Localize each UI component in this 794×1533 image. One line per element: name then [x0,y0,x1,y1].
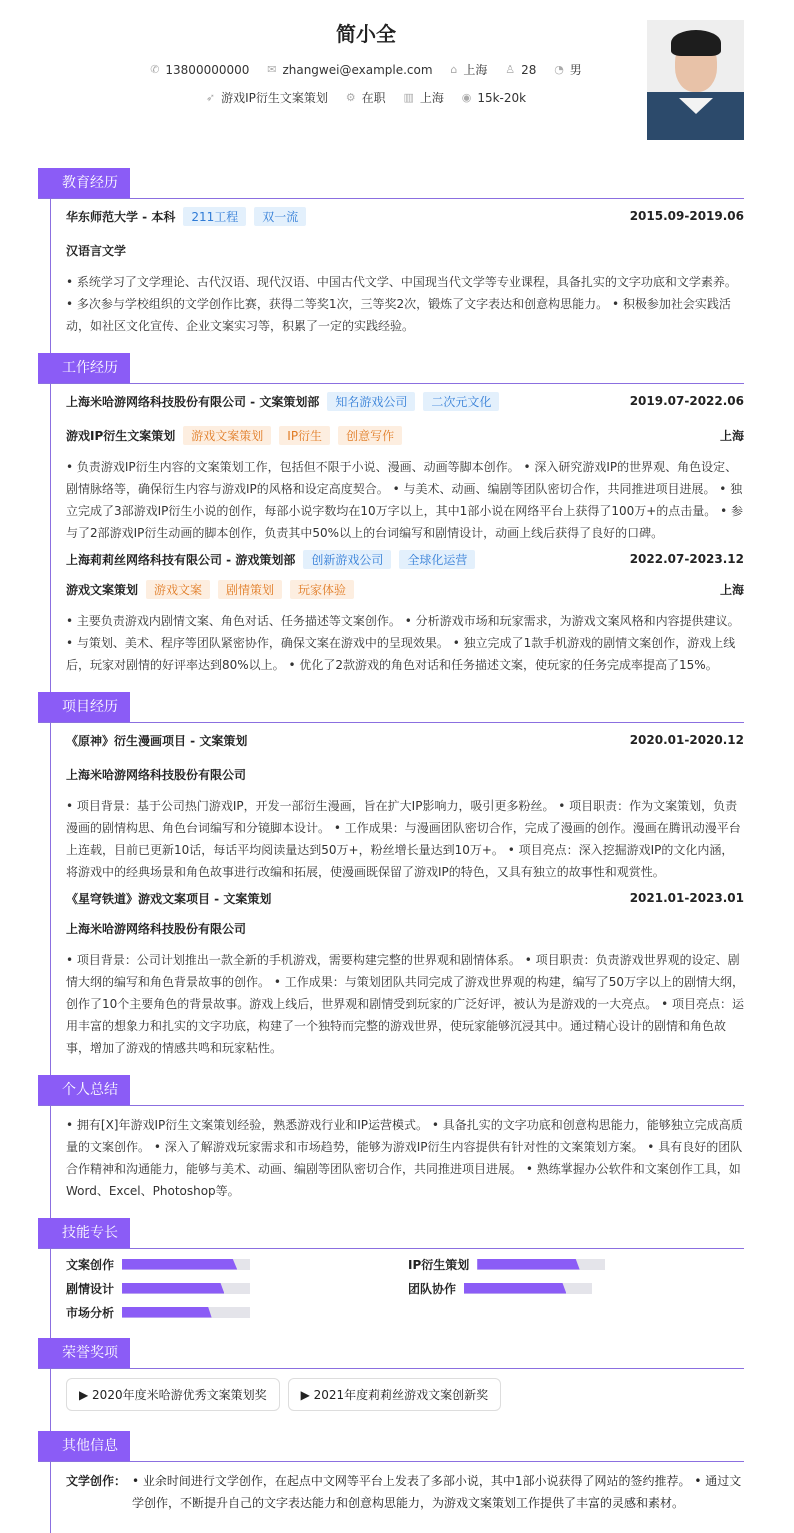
skill-item [408,1282,750,1294]
school: 华东师范大学 - 本科 [66,209,176,224]
skill-bar [122,1259,250,1270]
project-company: 上海米哈游网络科技股份有限公司 [66,767,247,782]
city: 上海 [719,582,744,597]
send-icon: ➶ [205,91,216,104]
tag: 双一流 [254,207,306,226]
section-title: 荣誉奖项 [38,1338,130,1368]
skill-bar-fill [122,1307,212,1318]
tag: 游戏文案 [146,580,210,599]
avatar-photo [647,20,744,140]
skills-section [38,1218,744,1318]
skill-bar [464,1283,592,1294]
skill-item [66,1258,408,1270]
skill-name: IP衍生策划 [408,1257,470,1272]
resume-header [0,0,794,150]
tag: 玩家体验 [290,580,354,599]
section-title: 个人总结 [38,1075,130,1105]
tag: 二次元文化 [423,392,499,411]
award-item [288,1378,502,1411]
skill-item [408,1258,750,1270]
other-section [38,1431,744,1514]
other-label: 文学创作： [66,1474,127,1488]
date: 2021.01-2023.01 [629,891,744,905]
tag: 211工程 [183,207,246,226]
date: 2019.07-2022.06 [629,394,744,408]
skill-bar [122,1307,250,1318]
building-icon: ▥ [403,91,414,104]
age: 28 [521,62,537,77]
description: • 业余时间进行文学创作，在起点中文网等平台上发表了多部小说，其中1部小说获得了网站的签约推荐。 • 通过文学创作，不断提升自己的文字表达能力和创意构思能力，为游戏文案策划工作提供了丰富的灵感和素材。 [132,1474,742,1510]
date: 2022.07-2023.12 [629,552,744,566]
triangle-icon: ▶ [79,1388,93,1402]
skill-bar-fill [122,1259,237,1270]
awards-section [38,1338,744,1411]
skill-name: 剧情设计 [66,1281,115,1296]
skill-bar-fill [122,1283,224,1294]
section-title: 项目经历 [38,692,130,722]
description: • 系统学习了文学理论、古代汉语、现代汉语、中国古代文学、中国现当代文学等专业课程，具备扎实的文字功底和文学素养。 • 多次参与学校组织的文学创作比赛，获得二等奖1次，三等奖2次，锻炼了文字表达和创意构思能力。 • 积极参加社会实践活动，如社区文化宣传、企业文案实习等，积累了一定的实践经验。 [66,275,737,333]
work-section [38,353,744,678]
status-icon: ⚙ [345,91,356,104]
candidate-name: 简小全 [336,22,396,46]
tag: 创新游戏公司 [303,550,391,569]
role: 游戏文案策划 [66,582,139,597]
tag: 创意写作 [338,426,402,445]
description: • 拥有[X]年游戏IP衍生文案策划经验，熟悉游戏行业和IP运营模式。 • 具备扎实的文字功底和创意构思能力，能够独立完成高质量的文案创作。 • 深入了解游戏玩家需求和市场趋势，能够为游戏IP衍生内容提供有针对性的文案策划方案。 • 具有良好的团队合作精神和沟通能力，能够与美术、动画、编剧等团队密切合作，共同推进项目进展。 • 熟练掌握办公软件和文案创作工具，如Word、Excel、Photoshop等。 [66,1118,743,1198]
phone: 13800000000 [165,62,250,77]
section-title: 工作经历 [38,353,130,383]
skill-name: 文案创作 [66,1257,115,1272]
mail-icon: ✉ [267,63,277,76]
description: • 项目背景：公司计划推出一款全新的手机游戏，需要构建完整的世界观和剧情体系。 • 项目职责：负责游戏世界观的设定、剧情大纲的编写和角色背景故事的创作。 • 工作成果：与策划团队共同完成了游戏世界观的构建，编写了50万字以上的剧情大纲，创作了10个主要角色的背景故事。游戏上线后，世界观和剧情受到玩家的广泛好评，被认为是游戏的一大亮点。 • 项目亮点：运用丰富的想象力和扎实的文字功底，构建了一个独特而完整的游戏世界，使玩家能够沉浸其中。通过精心设计的剧情和角色故事，增加了游戏的情感共鸣和玩家粘性。 [66,953,744,1055]
job-status: 在职 [361,91,386,105]
major: 汉语言文学 [66,243,127,258]
projects-section [38,692,744,1061]
role: 游戏IP衍生文案策划 [66,428,176,443]
job-row [0,89,732,106]
home-icon: ⌂ [450,63,458,76]
tag: 剧情策划 [218,580,282,599]
salary-icon: ◉ [461,91,472,104]
age-icon: ♙ [505,63,516,76]
job-intent: 游戏IP衍生文案策划 [221,91,328,105]
tag: IP衍生 [279,426,330,445]
skill-bar-fill [464,1283,566,1294]
project-company: 上海米哈游网络科技股份有限公司 [66,921,247,936]
section-title: 技能专长 [38,1218,130,1248]
project-name: 《原神》衍生漫画项目 - 文案策划 [66,733,248,748]
contact-row [0,61,732,78]
city: 上海 [719,428,744,443]
tag: 游戏文案策划 [183,426,271,445]
date: 2020.01-2020.12 [629,733,744,747]
section-title: 教育经历 [38,168,130,198]
description: • 项目背景：基于公司热门游戏IP，开发一部衍生漫画，旨在扩大IP影响力，吸引更多粉丝。 • 项目职责：作为文案策划，负责漫画的剧情构思、角色台词编写和分镜脚本设计。 • 工作成果：与漫画团队密切合作，完成了漫画的创作。漫画在腾讯动漫平台上连载，目前已更新10话，每话平均阅读量达到50万+，粉丝增长量达到10万+。 • 项目亮点：深入挖掘游戏IP的文化内涵，将游戏中的经典场景和角色故事进行改编和拓展，使漫画既保留了游戏IP的特色，又具有独立的故事性和观赏性。 [66,799,741,879]
description: • 负责游戏IP衍生内容的文案策划工作，包括但不限于小说、漫画、动画等脚本创作。 • 深入研究游戏IP的世界观、角色设定、剧情脉络等，确保衍生内容与游戏IP的风格和设定高度契合。 • 与美术、动画、编剧等团队密切合作，共同推进项目进展。 • 独立完成了3部游戏IP衍生小说的创作，每部小说字数均在10万字以上，其中1部小说在网络平台上获得了100万+的点击量。 • 参与了2部游戏IP衍生动画的脚本创作，负责其中50%以上的台词编写和剧情设计，动画上线后获得了良好的口碑。 [66,460,743,540]
summary-section [38,1075,744,1204]
company: 上海米哈游网络科技股份有限公司 - 文案策划部 [66,394,320,409]
date: 2015.09-2019.06 [629,209,744,223]
skill-bar [122,1283,250,1294]
skill-item [66,1282,408,1294]
award-item [66,1378,280,1411]
award-name: 2021年度莉莉丝游戏文案创新奖 [313,1388,489,1402]
company: 上海莉莉丝网络科技有限公司 - 游戏策划部 [66,552,296,567]
skill-bar-fill [477,1259,579,1270]
tag: 知名游戏公司 [327,392,415,411]
skill-name: 团队协作 [408,1281,457,1296]
target-city: 上海 [419,91,444,105]
phone-icon: ✆ [150,63,160,76]
email: zhangwei@example.com [282,62,433,77]
award-name: 2020年度米哈游优秀文案策划奖 [92,1388,267,1402]
description: • 主要负责游戏内剧情文案、角色对话、任务描述等文案创作。 • 分析游戏市场和玩家需求，为游戏文案风格和内容提供建议。 • 与策划、美术、程序等团队紧密协作，确保文案在游戏中的呈现效果。 • 独立完成了1款手机游戏的剧情文案创作，游戏上线后，玩家对剧情的好评率达到80%以上。 • 优化了2款游戏的角色对话和任务描述文案，使玩家的任务完成率提高了15%。 [66,614,740,672]
gender: 男 [569,63,582,77]
skill-item [66,1306,408,1318]
gender-icon: ◔ [554,63,564,76]
triangle-icon: ▶ [300,1388,314,1402]
section-title: 其他信息 [38,1431,130,1461]
tag: 全球化运营 [399,550,475,569]
skill-bar [477,1259,605,1270]
salary: 15k-20k [477,90,527,105]
project-name: 《星穹铁道》游戏文案项目 - 文案策划 [66,891,272,906]
location: 上海 [463,63,488,77]
education-section [38,168,744,339]
skill-name: 市场分析 [66,1305,115,1320]
